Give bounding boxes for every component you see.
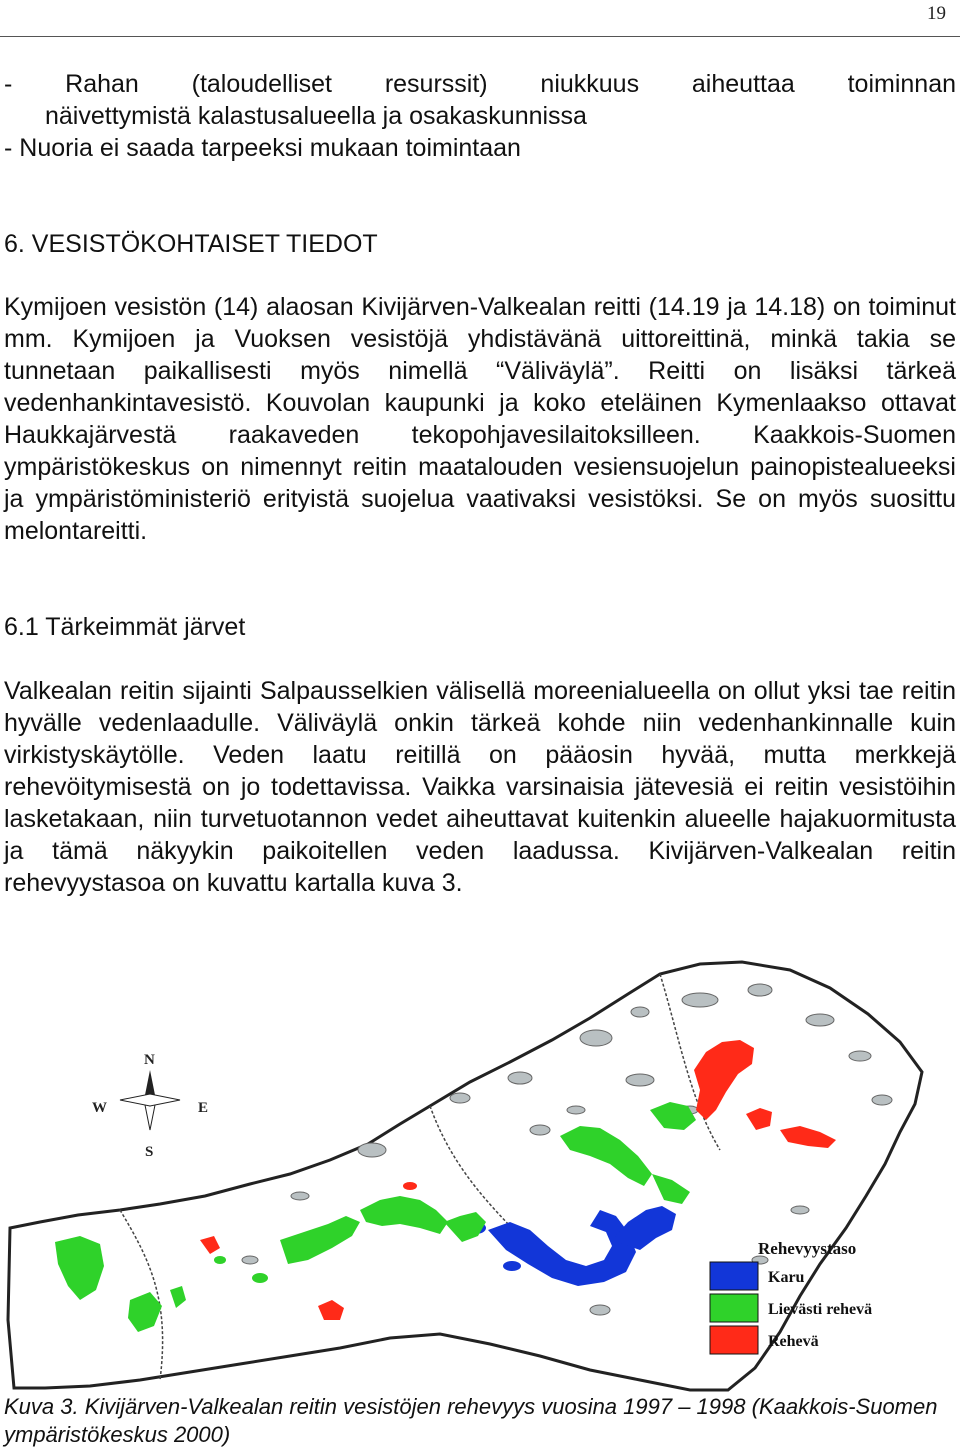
eutrophication-map-figure <box>0 960 960 1392</box>
header-rule <box>0 36 960 37</box>
page-number: 19 <box>927 3 946 24</box>
section-heading: 6. VESISTÖKOHTAISET TIEDOT <box>4 230 378 258</box>
eutrophication-map <box>0 960 960 1392</box>
figure-caption: Kuva 3. Kivijärven-Valkealan reitin vesistöjen rehevyys vuosina 1997 – 1998 (Kaakkois-Suomen ympäristökeskus 2000) <box>4 1394 938 1447</box>
compass-east: E <box>198 1100 209 1116</box>
legend-swatch-karu <box>710 1262 758 1290</box>
bullet-continuation: näivettymistä kalastusalueella ja osakaskunnissa <box>45 102 587 130</box>
bullet-list <box>4 68 956 164</box>
subsection-heading: 6.1 Tärkeimmät järvet <box>4 613 246 641</box>
legend-title: Rehevyystaso <box>758 1239 857 1258</box>
paragraph-text: Kymijoen vesistön (14) alaosan Kivijärven-Valkealan reitti (14.19 ja 14.18) on toiminut mm. Kymijoen ja Vuoksen vesistöjä yhdistävänä uittoreittinä, minkä takia se tunnetaan paikallisesti myös nimellä “Väliväylä”. Reitti on lisäksi tärkeä vedenhankintavesistö. Kouvolan kaupunki ja koko eteläinen Kymenlaakso ottavat Haukkajärvestä raakaveden tekopohjavesilaitoksilleen. Kaakkois-Suomen ympäristökeskus on nimennyt reitin maatalouden vesiensuojelun painopistealueeksi ja ympäristöministeriö erityistä suojelua vaativaksi vesistöksi. Se on myös suosittu melontareitti. <box>4 293 956 545</box>
legend-swatch-reheva <box>710 1326 758 1354</box>
bullet-item: - Rahan (taloudelliset resurssit) niukkuus aiheuttaa toiminnan <box>4 70 956 98</box>
paragraph-lakes <box>4 675 956 899</box>
legend-label-karu: Karu <box>768 1269 805 1286</box>
compass-rose <box>92 1052 208 1160</box>
paragraph-route-description <box>4 291 956 547</box>
bullet-item: - Nuoria ei saada tarpeeksi mukaan toimintaan <box>4 134 521 162</box>
compass-west: W <box>92 1100 107 1116</box>
compass-south: S <box>145 1144 154 1160</box>
legend-label-lievasti: Lievästi rehevä <box>768 1301 873 1318</box>
compass-north: N <box>144 1052 155 1068</box>
paragraph-text: Valkealan reitin sijainti Salpausselkien välisellä moreenialueella on ollut yksi tae reitin hyvälle vedenlaadulle. Väliväylä onkin tärkeä kohde niin vedenhankinnalle kuin virkistyskäytölle. Veden laatu reitillä on pääosin hyvää, mutta merkkejä rehevöitymisestä on jo todettavissa. Vaikka varsinaisia jätevesiä ei reitin vesistöihin lasketakaan, niin turvetuotannon vedet aiheuttavat kuitenkin alueelle hajakuormitusta ja tämä näkyykin paikoitellen veden laadussa. Kivijärven-Valkealan reitin rehevyystasoa on kuvattu kartalla kuva 3. <box>4 677 956 897</box>
legend-swatch-lievasti <box>710 1294 758 1322</box>
legend-label-reheva: Rehevä <box>768 1333 819 1350</box>
